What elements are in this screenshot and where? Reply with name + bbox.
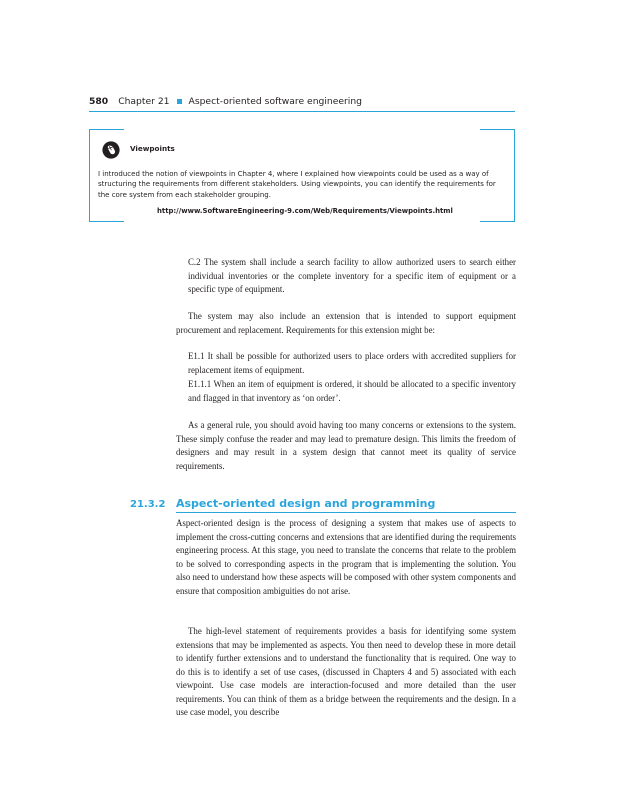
- running-header: [89, 96, 515, 107]
- web-resource-box: [89, 129, 515, 220]
- section-number: 21.3.2: [130, 499, 166, 510]
- chapter-label: Chapter 21: [118, 96, 170, 107]
- paragraph-extension-intro: The system may also include an extension that is intended to support equipment procurement and replacement. Requirements for this extension might be:: [176, 311, 516, 335]
- page-number: 580: [89, 96, 109, 107]
- web-url-link[interactable]: http://www.SoftwareEngineering-9.com/Web/Requirements/Viewpoints.html: [157, 207, 453, 215]
- header-square-bullet: [177, 99, 182, 104]
- chapter-title: Aspect-oriented software engineering: [188, 96, 363, 107]
- header-rule: [89, 111, 515, 112]
- section-paragraph-1: Aspect-oriented design is the process of designing a system that makes use of aspects to implement the cross-cutting concerns and extensions that are identified during the requirements engineering process. At this stage, you need to translate the concerns that relate to the problem to be solved to corresponding aspects in the program that is implementing the solution. You also need to understand how these aspects will be composed with other system components and ensure that composition ambiguities do not arise.: [176, 518, 516, 596]
- section-paragraph-2: The high-level statement of requirements provides a basis for identifying some system extensions that may be implemented as aspects. You then need to develop these in more detail to identify further extensions and to understand the functionality that is required. One way to do this is to identify a set of use cases, (discussed in Chapters 4 and 5) associated with each viewpoint. Use case models are interaction-focused and more detailed than the user requirements. You can think of them as a bridge between the requirements and the design. In a use case model, you describe: [176, 626, 516, 717]
- section-rule: [176, 512, 516, 513]
- requirement-c2: C.2 The system shall include a search facility to allow authorized users to search either individual inventories or the complete inventory for a specific item of equipment or a specific type of equipment.: [188, 257, 516, 294]
- box-body-text: I introduced the notion of viewpoints in Chapter 4, where I explained how viewpoints could be used as a way of structuring the requirements from different stakeholders. Using viewpoints, you can identify the requirements for the core system from each stakeholder grouping.: [98, 170, 496, 199]
- section-heading: Aspect-oriented design and programming: [176, 497, 436, 510]
- requirement-e1-1-1: E1.1.1 When an item of equipment is ordered, it should be allocated to a specific inventory and flagged in that inventory as ‘on order’.: [188, 379, 516, 403]
- requirement-e1-1: E1.1 It shall be possible for authorized users to place orders with accredited suppliers for replacement items of equipment.: [188, 351, 516, 375]
- mouse-icon: [102, 141, 120, 159]
- paragraph-general-rule: As a general rule, you should avoid having too many concerns or extensions to the system. These simply confuse the reader and may lead to premature design. This limits the freedom of designers and may result in a system design that cannot meet its quality of service requirements.: [176, 420, 516, 471]
- box-title: Viewpoints: [130, 144, 175, 153]
